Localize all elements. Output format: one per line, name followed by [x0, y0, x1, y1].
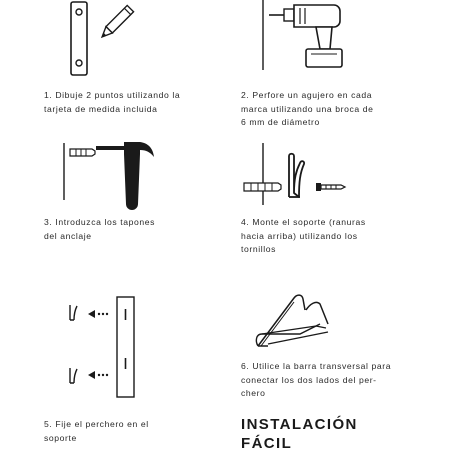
wall-bracket-icon — [70, 305, 77, 383]
step-6-text: 6. Utilice la barra transversal para conectar los dos lados del per- chero — [241, 361, 392, 398]
pencil-icon — [99, 5, 134, 40]
drill-icon — [269, 5, 342, 67]
wall-plug-icon — [244, 183, 281, 191]
arrow-icon — [88, 310, 108, 379]
measuring-card-icon — [71, 2, 87, 75]
page-title: INSTALACIÓN FÁCIL — [241, 416, 358, 452]
screw-icon — [316, 183, 345, 191]
step-3-text: 3. Introduzca los tapones del anclaje — [44, 217, 156, 241]
step-4-text: 4. Monte el soporte (ranuras hacia arriba) utilizando los tornillos — [241, 217, 366, 254]
hanger-rail-icon — [117, 297, 134, 397]
wall-plug-icon — [70, 149, 95, 156]
crossbar-rack-icon — [256, 295, 328, 346]
step-5-text: 5. Fije el perchero en el soporte — [44, 419, 149, 443]
step-1-text: 1. Dibuje 2 puntos utilizando la tarjeta de medida incluida — [44, 90, 181, 114]
hammer-icon — [96, 142, 154, 210]
step-2-text: 2. Perfore un agujero en cada marca utilizando una broca de 6 mm de diámetro — [241, 90, 374, 127]
wall-bracket-icon — [289, 154, 304, 197]
